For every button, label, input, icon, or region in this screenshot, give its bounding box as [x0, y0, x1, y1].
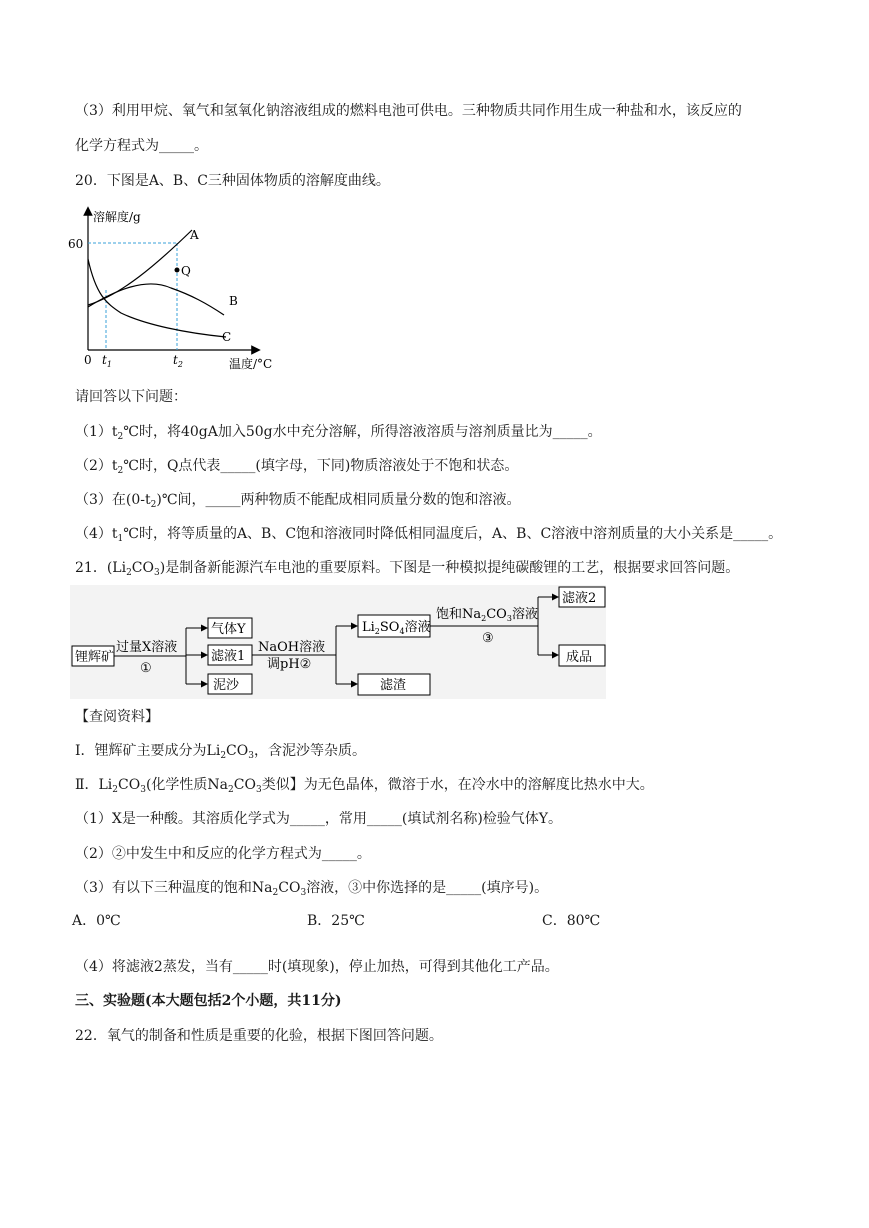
q21-part1: （1）X是一种酸。其溶质化学式为_____，常用_____(填试剂名称)检验气体Y。: [75, 811, 563, 827]
q20-part4: $(4)t_1℃$时，将等质量的A、B、C饱和溶液同时降低相同温度后，A、B、C溶液中溶剂质量的大小关系是_____。: [75, 526, 783, 544]
q22-stem: 22．氧气的制备和性质是重要的化验，根据下图回答问题。: [75, 1028, 443, 1044]
q21-part4: （4）将滤液2蒸发，当有_____时(填现象)，停止加热，可得到其他化工产品。: [75, 959, 559, 975]
solubility-curve-figure: [66, 205, 281, 375]
label-product: 成品: [566, 650, 593, 665]
q21-stem: 21．$(Li_2CO_3)$是制备新能源汽车电池的重要原料。下图是一种模拟提纯碳酸锂的工艺，根据要求回答问题。: [75, 560, 740, 578]
point-q: [175, 268, 180, 273]
label-ore: 锂辉矿: [75, 650, 115, 665]
q21-ref1: I．锂辉矿主要成分为$Li_2CO_3$，含泥沙等杂质。: [75, 743, 366, 761]
label-step2-reagent: NaOH溶液: [258, 640, 326, 655]
y-tick-60: 60: [68, 237, 84, 251]
curve-c: [88, 259, 226, 337]
process-flow-svg: [70, 585, 606, 699]
label-filtrate1: 滤液1: [211, 649, 246, 664]
label-residue: 滤渣: [380, 678, 407, 693]
q21-part3: （3）有以下三种温度的饱和$Na_2CO_3$溶液，③中你选择的是_____(填序号)。: [75, 880, 549, 898]
q21-option-c: C．80℃: [542, 913, 601, 929]
label-gas-y: 气体Y: [211, 622, 246, 637]
q21-option-b: B．25℃: [307, 913, 365, 929]
origin-label: 0: [84, 353, 92, 367]
section3-heading: 三、实验题(本大题包括2个小题，共11分): [75, 993, 342, 1009]
label-mud: 泥沙: [213, 678, 240, 693]
point-q-label: Q: [181, 264, 191, 278]
t2-label: $t_2$: [173, 353, 183, 369]
q20-intro: 请回答以下问题：: [75, 389, 187, 405]
curve-a: [88, 230, 192, 305]
process-flow-figure: [70, 585, 606, 699]
label-filtrate2: 滤液2: [562, 591, 597, 606]
q21-ref-title: 【查阅资料】: [75, 709, 159, 725]
q21-option-a: A．0℃: [72, 913, 121, 929]
t1-label: $t_1$: [102, 353, 112, 369]
curve-b-label: B: [229, 294, 238, 308]
q20-part1: $(1)t_2℃$时，将40gA加入50g水中充分溶解，所得溶液溶质与溶剂质量比为_____。: [75, 424, 602, 442]
label-step2-ph: 调pH②: [267, 657, 312, 672]
q20-stem: 20．下图是A、B、C三种固体物质的溶解度曲线。: [75, 173, 390, 189]
q21-ref2: Ⅱ．$Li_2CO_3$(化学性质$Na_2CO_3$类似】为无色晶体，微溶于水，在冷水中的溶解度比热水中大。: [75, 777, 654, 795]
label-step1-num: ①: [140, 661, 152, 676]
curve-b: [88, 284, 224, 315]
y-axis-label: 溶解度/g: [93, 210, 141, 224]
q20-part3: （3）在$(0-t_2)℃$间，_____两种物质不能配成相同质量分数的饱和溶液。: [75, 492, 521, 510]
q19-p3-line1: （3）利用甲烷、氧气和氢氧化钠溶液组成的燃料电池可供电。三种物质共同作用生成一种盐和水，该反应的: [75, 103, 742, 119]
label-step3-reagent: 饱和$Na_2CO_3$溶液: [436, 607, 538, 623]
q19-p3-line2: 化学方程式为_____。: [75, 138, 208, 154]
label-li2so4: $Li_2SO_4$溶液: [362, 620, 431, 636]
curve-c-label: C: [222, 330, 232, 344]
curve-a-label: A: [190, 228, 199, 242]
q20-part2: $(2)t_2℃$时，Q点代表_____(填字母，下同)物质溶液处于不饱和状态。: [75, 458, 519, 476]
q21-part2: （2）②中发生中和反应的化学方程式为_____。: [75, 846, 371, 862]
label-step1-reagent: 过量X溶液: [116, 640, 178, 655]
solubility-curve-svg: [66, 205, 281, 375]
x-axis-label: 温度/°C: [229, 357, 273, 371]
label-step3-num: ③: [482, 631, 494, 646]
